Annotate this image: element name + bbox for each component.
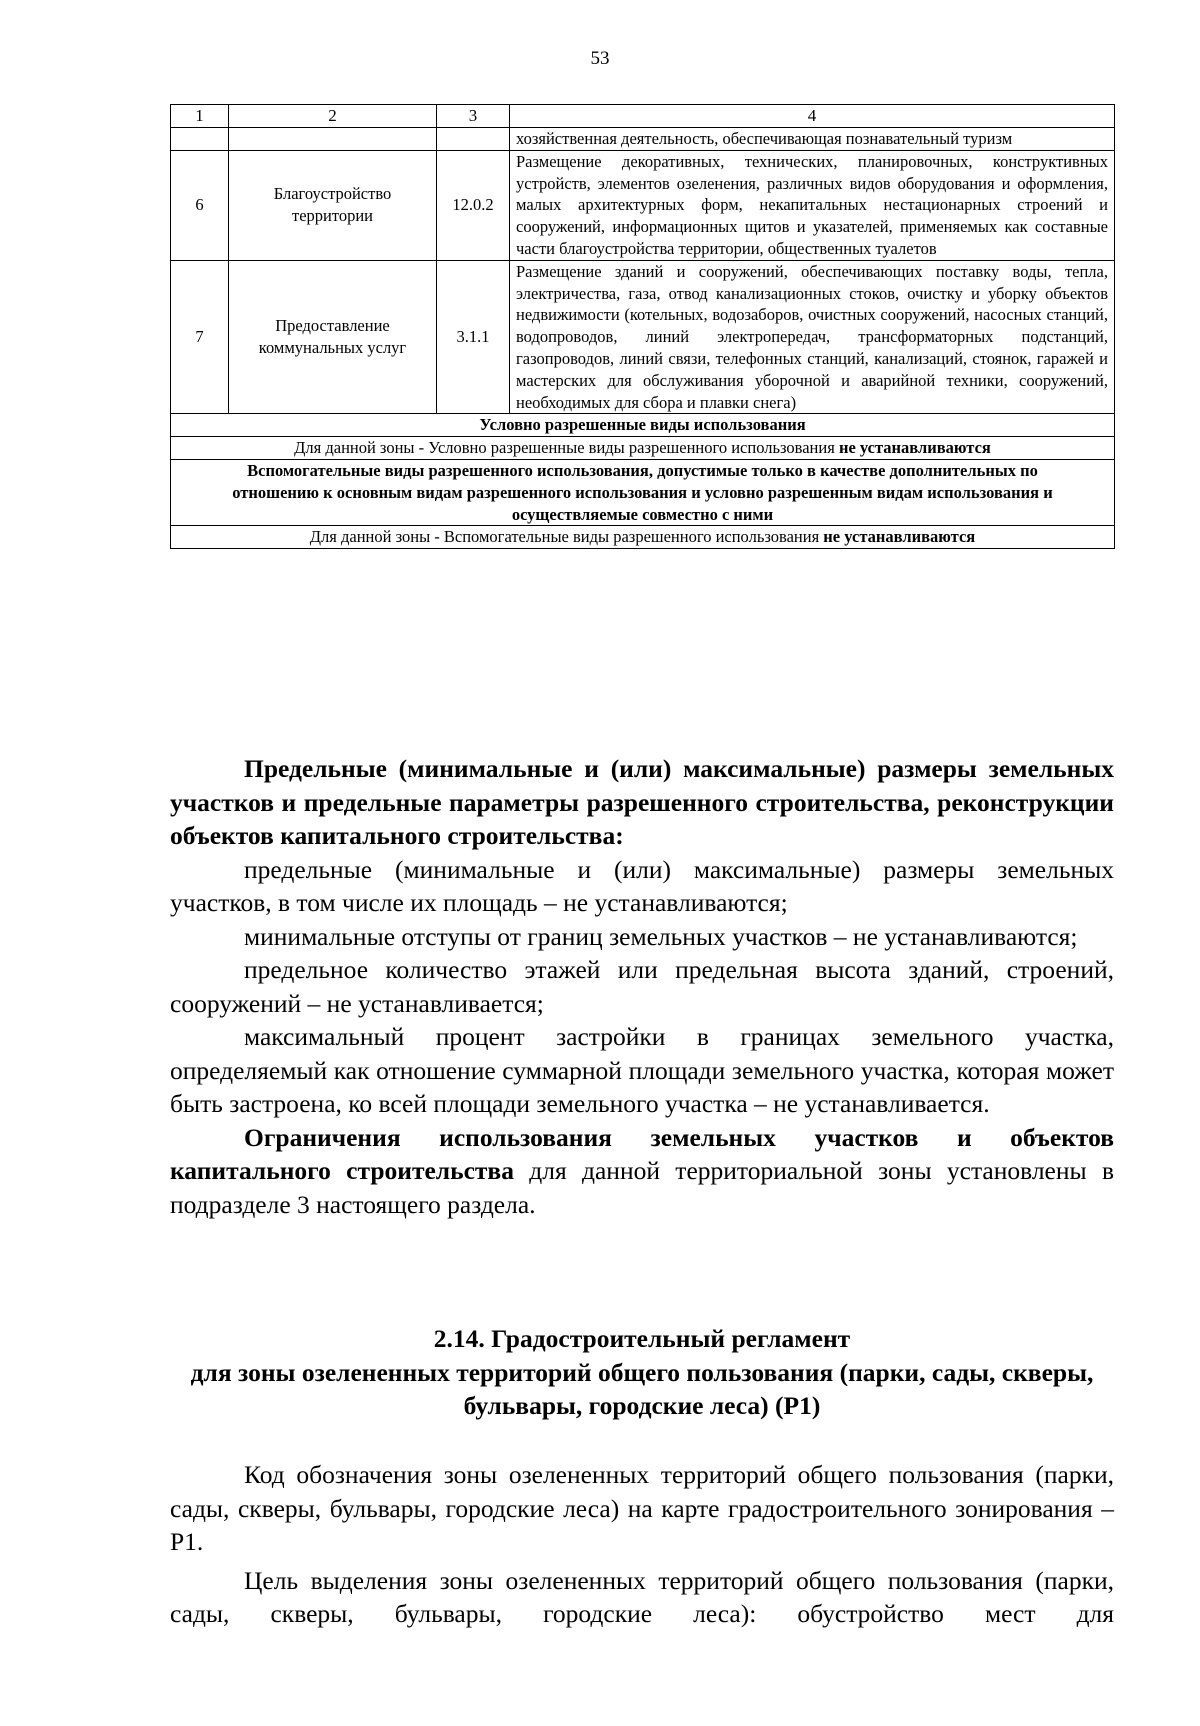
restrictions-paragraph: [170, 1121, 1114, 1222]
row-number: 7: [171, 260, 229, 414]
note-text: Для данной зоны - Условно разрешенные виды разрешенного использования: [294, 438, 839, 458]
conditional-uses-note-row: [171, 437, 1115, 460]
use-description: Размещение декоративных, технических, планировочных, конструктивных устройств, элементов озеленения, различных видов оборудования и оформления, малых архитектурных форм, некапитальных нестационарных строений и сооружений, информационных щитов и указателей, применяемых как составные части благоустройства территории, общественных туалетов: [510, 150, 1115, 260]
table-row: [171, 260, 1115, 414]
conditional-uses-note: [171, 437, 1115, 460]
limits-item: предельное количество этажей или предельная высота зданий, строений, сооружений – не устанавливается;: [170, 955, 1114, 1018]
use-description: Размещение зданий и сооружений, обеспечивающих поставку воды, тепла, электричества, газа, отвод канализационных стоков, очистку и уборку объектов недвижимости (котельных, водозаборов, очистных сооружений, насосных станций, водопроводов, линий электропередач, трансформаторных подстанций, газопроводов, линий связи, телефонных станций, канализаций, стоянок, гаражей и мастерских для обслуживания уборочной и аварийной техники, сооружений, необходимых для сбора и плавки снега): [510, 260, 1115, 414]
note-text: Для данной зоны - Вспомогательные виды разрешенного использования: [309, 527, 824, 547]
note-emphasis: не устанавливаются: [838, 438, 991, 458]
zone-code-paragraph: Код обозначения зоны озелененных территорий общего пользования (парки, сады, скверы, бульвары, городские леса) на карте градостроительного зонирования – Р1.: [170, 1460, 1114, 1556]
table-row: [171, 150, 1115, 260]
table-row: [171, 128, 1115, 151]
limits-item: максимальный процент застройки в границах земельного участка, определяемый как отношение суммарной площади земельного участка, которая может быть застроена, ко всей площади земельного участка – не устанавливается.: [170, 1022, 1114, 1118]
auxiliary-uses-note: [171, 526, 1115, 549]
auxiliary-uses-heading: Вспомогательные виды разрешенного использования, допустимые только в качестве дополнительных по отношению к основным видам разрешенного использования и условно разрешенным видам использования и осуществляемые совместно с ними: [171, 459, 1115, 525]
table-header-cell: 1: [171, 105, 229, 128]
use-name: Благоустройство территории: [229, 150, 437, 260]
use-name: Предоставление коммунальных услуг: [229, 260, 437, 414]
restrictions-rest: для данной территориальной зоны установлены в подразделе 3 настоящего раздела.: [170, 1156, 1115, 1219]
conditional-uses-heading: Условно разрешенные виды использования: [171, 414, 1115, 437]
auxiliary-uses-heading-row: [171, 459, 1115, 525]
section-body: [170, 1458, 1114, 1631]
section-title-line2: для зоны озелененных территорий общего пользования (парки, сады, скверы, бульвары, городские леса) (Р1): [190, 1357, 1094, 1420]
table-header-cell: 3: [437, 105, 510, 128]
section-heading: [170, 1322, 1114, 1423]
limits-item: минимальные отступы от границ земельных участков – не устанавливаются;: [244, 921, 1078, 951]
use-code: [437, 128, 510, 151]
table-header-cell: 4: [510, 105, 1115, 128]
limits-item: предельные (минимальные и (или) максимальные) размеры земельных участков, в том числе их площадь – не устанавливаются;: [170, 854, 1114, 917]
restrictions-bold: Ограничения использования земельных участков и объектов капитального строительства: [170, 1122, 1114, 1185]
limits-heading: Предельные (минимальные и (или) максимальные) размеры земельных участков и предельные параметры разрешенного строительства, реконструкции объектов капитального строительства:: [170, 754, 1114, 850]
table-header-cell: 2: [229, 105, 437, 128]
table-header-row: [171, 105, 1115, 128]
note-emphasis: не устанавливаются: [823, 527, 976, 547]
permitted-uses-table: [170, 104, 1115, 549]
auxiliary-uses-note-row: [171, 526, 1115, 549]
zone-purpose-paragraph: Цель выделения зоны озелененных территорий общего пользования (парки, сады, скверы, бульвары, городские леса): обустройство мест для: [170, 1565, 1114, 1628]
use-name: [229, 128, 437, 151]
use-code: 3.1.1: [437, 260, 510, 414]
row-number: [171, 128, 229, 151]
use-code: 12.0.2: [437, 150, 510, 260]
row-number: 6: [171, 150, 229, 260]
section-title-line1: 2.14. Градостроительный регламент: [433, 1324, 851, 1353]
use-description: хозяйственная деятельность, обеспечивающая познавательный туризм: [510, 128, 1115, 151]
limits-section: [170, 752, 1114, 1221]
page-number: 53: [590, 48, 610, 69]
conditional-uses-heading-row: [171, 414, 1115, 437]
